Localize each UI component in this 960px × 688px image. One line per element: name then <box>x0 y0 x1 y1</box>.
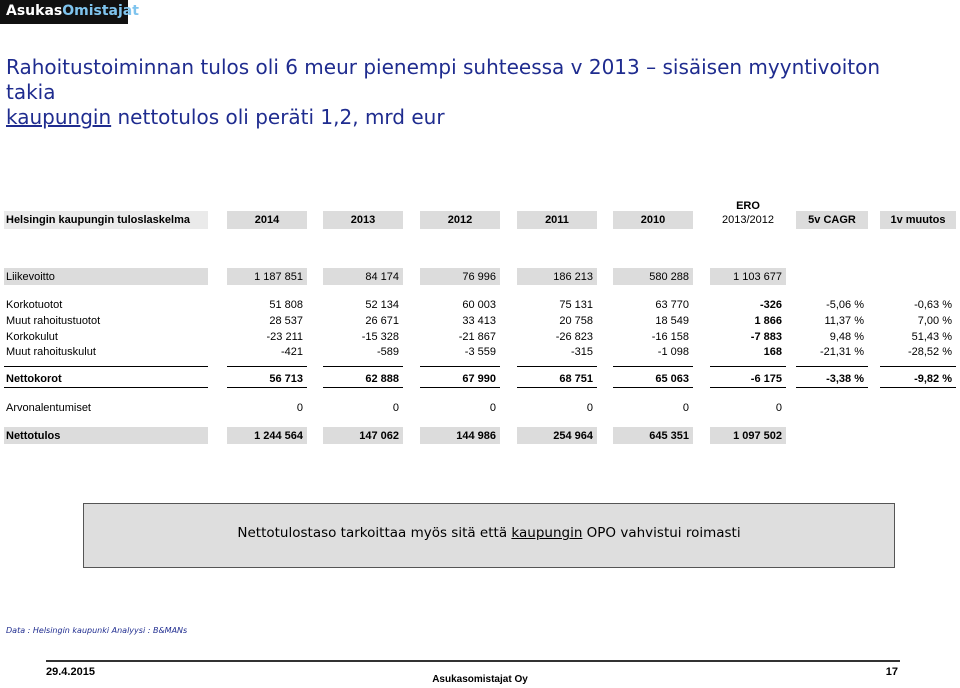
arvonalentumiset-ero: 0 <box>775 402 782 414</box>
nettokorot-bottom-rule <box>420 387 500 388</box>
arvonalentumiset-value: 0 <box>392 402 399 414</box>
arvonalentumiset-value: 0 <box>489 402 496 414</box>
nettokorot-top-rule <box>880 366 956 367</box>
nettokorot-label: Nettokorot <box>6 373 62 385</box>
row-cagr: -5,06 % <box>826 299 864 311</box>
source-note: Data : Helsingin kaupunki Analyysi : B&MANs <box>6 626 188 635</box>
nettokorot-top-rule <box>227 366 307 367</box>
liikevoitto-value: 76 996 <box>462 271 496 283</box>
brand-logo: AsukasOmistajat <box>0 0 128 24</box>
callout-text: Nettotulostaso tarkoittaa myös sitä että kaupungin OPO vahvistui roimasti <box>237 525 741 541</box>
nettokorot-value: 56 713 <box>269 373 303 385</box>
nettotulos-value: 1 244 564 <box>254 430 303 442</box>
table-title: Helsingin kaupungin tuloslaskelma <box>6 214 190 226</box>
row-value: 63 770 <box>655 299 689 311</box>
row-label: Korkokulut <box>6 331 58 343</box>
year-header: 2010 <box>640 214 666 226</box>
row-value: 26 671 <box>365 315 399 327</box>
cagr-header: 5v CAGR <box>808 214 856 226</box>
nettotulos-value: 147 062 <box>359 430 399 442</box>
nettokorot-bottom-rule <box>710 387 786 388</box>
nettokorot-top-rule <box>323 366 403 367</box>
row-value: 60 003 <box>462 299 496 311</box>
nettokorot-bottom-rule <box>227 387 307 388</box>
nettokorot-bottom-rule <box>323 387 403 388</box>
title-line-2: kaupungin nettotulos oli peräti 1,2, mrd eur <box>6 105 445 129</box>
footer-date: 29.4.2015 <box>46 666 95 678</box>
row-muutos: 7,00 % <box>917 315 952 327</box>
nettokorot-value: 67 990 <box>462 373 496 385</box>
nettokorot-cagr: -3,38 % <box>826 373 864 385</box>
callout-box <box>83 503 895 568</box>
row-muutos: -0,63 % <box>914 299 952 311</box>
nettokorot-bottom-rule <box>4 387 208 388</box>
nettotulos-ero: 1 097 502 <box>733 430 782 442</box>
nettotulos-value: 144 986 <box>456 430 496 442</box>
nettokorot-bottom-rule <box>517 387 597 388</box>
row-value: 18 549 <box>655 315 689 327</box>
arvonalentumiset-value: 0 <box>296 402 303 414</box>
ero-header: ERO <box>736 200 760 212</box>
row-value: -16 158 <box>651 331 689 343</box>
liikevoitto-value: 186 213 <box>553 271 593 283</box>
nettokorot-top-rule <box>710 366 786 367</box>
row-value: -589 <box>376 346 399 358</box>
row-cagr: -21,31 % <box>819 346 864 358</box>
row-cagr: 11,37 % <box>824 315 864 327</box>
nettokorot-top-rule <box>420 366 500 367</box>
nettokorot-ero: -6 175 <box>750 373 782 385</box>
liikevoitto-label: Liikevoitto <box>6 271 55 283</box>
nettokorot-value: 65 063 <box>655 373 689 385</box>
year-header: 2013 <box>350 214 376 226</box>
row-cagr: 9,48 % <box>829 331 864 343</box>
title-line-1: Rahoitustoiminnan tulos oli 6 meur pienempi suhteessa v 2013 – sisäisen myyntivoiton takia <box>6 55 881 104</box>
row-value: -3 559 <box>464 346 496 358</box>
year-header: 2012 <box>447 214 473 226</box>
row-muutos: 51,43 % <box>911 331 952 343</box>
liikevoitto-value: 580 288 <box>649 271 689 283</box>
row-value: -421 <box>280 346 303 358</box>
nettokorot-value: 68 751 <box>559 373 593 385</box>
row-value: 75 131 <box>559 299 593 311</box>
ero-subheader: 2013/2012 <box>722 214 774 226</box>
year-header: 2014 <box>254 214 280 226</box>
nettokorot-top-rule <box>796 366 868 367</box>
row-value: 28 537 <box>269 315 303 327</box>
slide-title <box>6 55 926 130</box>
row-value: 20 758 <box>559 315 593 327</box>
liikevoitto-ero: 1 103 677 <box>733 271 782 283</box>
liikevoitto-value: 84 174 <box>365 271 399 283</box>
row-value: -315 <box>570 346 593 358</box>
row-value: -26 823 <box>555 331 593 343</box>
row-value: -1 098 <box>657 346 689 358</box>
nettokorot-muutos: -9,82 % <box>914 373 952 385</box>
nettokorot-top-rule <box>517 366 597 367</box>
arvonalentumiset-value: 0 <box>586 402 593 414</box>
row-ero: 1 866 <box>754 315 782 327</box>
nettotulos-label: Nettotulos <box>6 430 61 442</box>
muutos-header: 1v muutos <box>890 214 946 226</box>
nettokorot-bottom-rule <box>796 387 868 388</box>
row-label: Korkotuotot <box>6 299 63 311</box>
nettokorot-bottom-rule <box>613 387 693 388</box>
footer-divider <box>46 660 900 662</box>
arvonalentumiset-value: 0 <box>682 402 689 414</box>
row-value: -23 211 <box>266 331 303 343</box>
row-label: Muut rahoituskulut <box>6 346 96 358</box>
footer-page-number: 17 <box>885 666 898 678</box>
nettokorot-bottom-rule <box>880 387 956 388</box>
row-muutos: -28,52 % <box>907 346 952 358</box>
row-value: -15 328 <box>361 331 399 343</box>
row-label: Muut rahoitustuotot <box>6 315 101 327</box>
row-value: 51 808 <box>269 299 303 311</box>
liikevoitto-value: 1 187 851 <box>254 271 303 283</box>
row-value: -21 867 <box>458 331 496 343</box>
row-ero: -7 883 <box>750 331 782 343</box>
row-value: 33 413 <box>462 315 496 327</box>
nettokorot-top-rule <box>613 366 693 367</box>
row-value: 52 134 <box>365 299 399 311</box>
nettotulos-value: 254 964 <box>553 430 593 442</box>
footer-company: Asukasomistajat Oy <box>432 674 528 685</box>
row-ero: -326 <box>759 299 782 311</box>
row-ero: 168 <box>763 346 782 358</box>
nettokorot-top-rule <box>4 366 208 367</box>
nettokorot-value: 62 888 <box>365 373 399 385</box>
nettotulos-value: 645 351 <box>649 430 689 442</box>
arvonalentumiset-label: Arvonalentumiset <box>6 402 91 414</box>
year-header: 2011 <box>545 214 569 226</box>
